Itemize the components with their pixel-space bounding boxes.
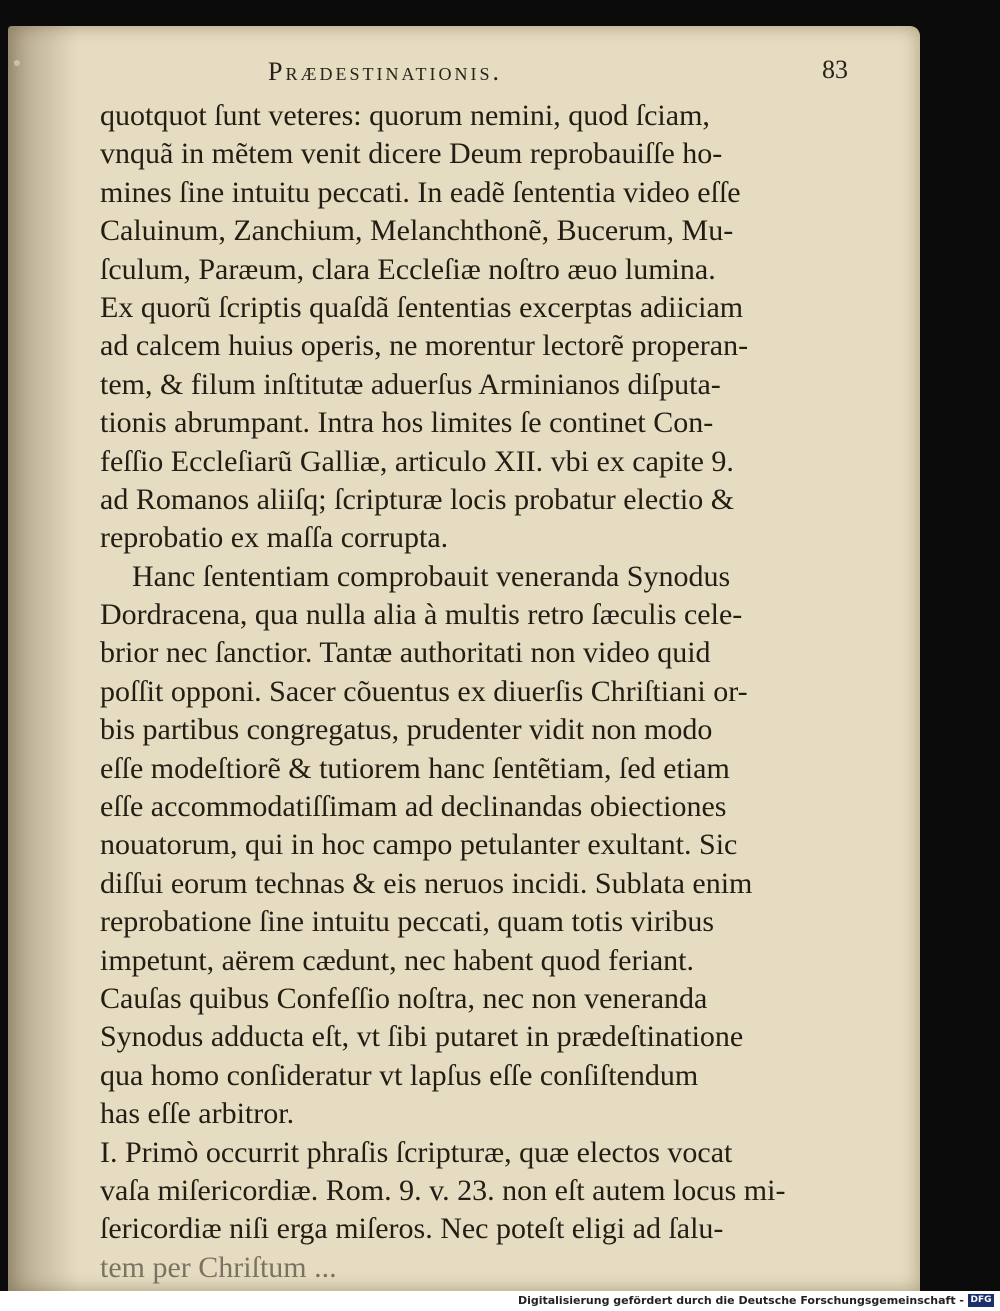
text-line: vnquã in mẽtem venit dicere Deum reprobauiſſe ho- bbox=[100, 137, 723, 171]
text-line: qua homo conſideratur vt lapſus eſſe conſiſtendum bbox=[100, 1058, 699, 1092]
text-line: ſericordiæ niſi erga miſeros. Nec poteſt eligi ad ſalu- bbox=[100, 1212, 724, 1246]
text-line: ſculum, Paræum, clara Eccleſiæ noſtro æuo lumina. bbox=[100, 252, 716, 286]
footer-bar bbox=[0, 1291, 1000, 1311]
text-line: reprobatio ex maſſa corrupta. bbox=[100, 521, 449, 555]
text-line: mines ſine intuitu peccati. In eadẽ ſententia video eſſe bbox=[100, 175, 741, 209]
text-line: tionis abrumpant. Intra hos limites ſe continet Con- bbox=[100, 406, 714, 440]
text-line: Caluinum, Zanchium, Melanchthonẽ, Bucerum, Mu- bbox=[100, 214, 734, 248]
text-line: vaſa miſericordiæ. Rom. 9. v. 23. non eſt autem locus mi- bbox=[100, 1173, 786, 1207]
page-gutter-shadow bbox=[8, 26, 78, 1291]
text-line: Cauſas quibus Confeſſio noſtra, nec non veneranda bbox=[100, 981, 708, 1015]
text-line: quotquot ſunt veteres: quorum nemini, quod ſciam, bbox=[100, 99, 710, 132]
text-line: ad calcem huius operis, ne morentur lectorẽ properan- bbox=[100, 329, 749, 363]
text-line: Synodus adducta eſt, vt ſibi putaret in prædeſtinatione bbox=[100, 1020, 744, 1054]
body-text bbox=[100, 97, 860, 1287]
text-line: ad Romanos aliiſq; ſcripturæ locis probatur electio & bbox=[100, 482, 735, 516]
margin-mark bbox=[14, 60, 20, 66]
text-line: diſſui eorum technas & eis neruos incidi. Sublata enim bbox=[100, 866, 753, 900]
page-number: 83 bbox=[822, 55, 848, 84]
running-title: Prædestinationis. bbox=[268, 57, 502, 86]
text-line: I. Primò occurrit phraſis ſcripturæ, quæ electos vocat bbox=[100, 1135, 733, 1169]
text-line: Ex quorũ ſcriptis quaſdã ſententias excerptas adiiciam bbox=[100, 290, 744, 324]
text-line: Hanc ſententiam comprobauit veneranda Synodus bbox=[132, 559, 731, 593]
text-line: has eſſe arbitror. bbox=[100, 1097, 295, 1131]
text-line: brior nec ſanctior. Tantæ authoritati non video quid bbox=[100, 636, 711, 670]
text-line: tem per Chriſtum ... bbox=[100, 1250, 337, 1284]
text-line: nouatorum, qui in hoc campo petulanter exultant. Sic bbox=[100, 828, 738, 862]
text-line: poſſit opponi. Sacer cõuentus ex diuerſis Chriſtiani or- bbox=[100, 674, 748, 708]
text-line: tem, & filum inſtitutæ aduerſus Arminianos diſputa- bbox=[100, 367, 721, 401]
text-line: reprobatione ſine intuitu peccati, quam totis viribus bbox=[100, 905, 715, 939]
text-line: eſſe modeſtiorẽ & tutiorem hanc ſentẽtiam, ſed etiam bbox=[100, 751, 730, 785]
text-line: feſſio Eccleſiarũ Galliæ, articulo XII. vbi ex capite 9. bbox=[100, 444, 734, 478]
text-line: eſſe accommodatiſſimam ad declinandas obiectiones bbox=[100, 790, 727, 824]
footer-credit: Digitalisierung gefördert durch die Deutsche Forschungsgemeinschaft - bbox=[517, 1294, 964, 1307]
page-header bbox=[100, 55, 860, 95]
dfg-logo: DFG bbox=[968, 1294, 994, 1307]
text-line: Dordracena, qua nulla alia à multis retro ſæculis cele- bbox=[100, 598, 743, 632]
text-line: bis partibus congregatus, prudenter vidit non modo bbox=[100, 713, 713, 747]
text-line: impetunt, aërem cædunt, nec habent quod feriant. bbox=[100, 943, 694, 977]
